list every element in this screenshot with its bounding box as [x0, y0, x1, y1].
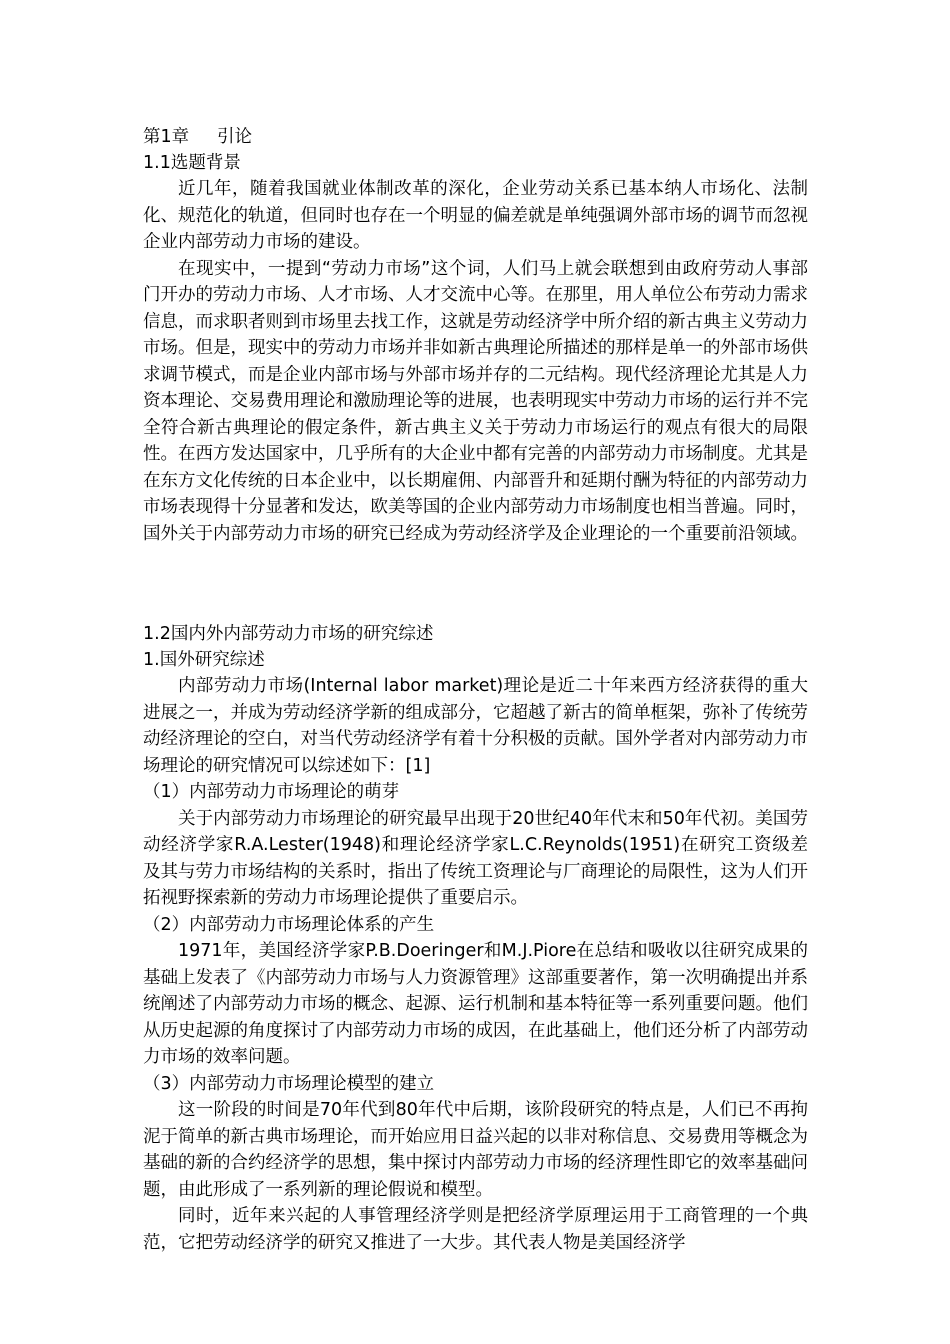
item-heading-2: （2）内部劳动力市场理论体系的产生 — [143, 914, 435, 935]
section-heading-1-1: 1.1选题背景 — [143, 153, 241, 173]
section-1-2-block — [143, 621, 808, 1256]
paragraph-personnel-economics: 同时，近年来兴起的人事管理经济学则是把经济学原理运用于工商管理的一个典范，它把劳动经济学的研究又推进了一大步。其代表人物是美国经济学 — [143, 1206, 808, 1253]
paragraph-background-2: 在现实中，一提到“劳动力市场”这个词，人们马上就会联想到由政府劳动人事部门开办的劳动力市场、人才市场、人才交流中心等。在那里，用人单位公布劳动力需求信息，而求职者则到市场里去找工作，这就是劳动经济学中所介绍的新古典主义劳动力市场。但是，现实中的劳动力市场并非如新古典理论所描述的那样是单一的外部市场供求调节模式，而是企业内部市场与外部市场并存的二元结构。现代经济理论尤其是人力资本理论、交易费用理论和激励理论等的进展，也表明现实中劳动力市场的运行并不完全符合新古典理论的假定条件，新古典主义关于劳动力市场运行的观点有很大的局限性。在西方发达国家中，几乎所有的大企业中都有完善的内部劳动力市场制度。尤其是在东方文化传统的日本企业中，以长期雇佣、内部晋升和延期付酬为特征的内部劳动力市场表现得十分显著和发达，欧美等国的企业内部劳动力市场制度也相当普遍。同时，国外关于内部劳动力市场的研究已经成为劳动经济学及企业理论的一个重要前沿领域。 — [143, 258, 808, 544]
subsection-heading-foreign: 1.国外研究综述 — [143, 650, 265, 670]
item-heading-3: （3）内部劳动力市场理论模型的建立 — [143, 1073, 435, 1094]
paragraph-foreign-intro: 内部劳动力市场(Internal labor market)理论是近二十年来西方经济获得的重大进展之一，并成为劳动经济学新的组成部分，它超越了新古的简单框架，弥补了传统劳动经济理论的空白，对当代劳动经济学有着十分积极的贡献。国外学者对内部劳动力市场理论的研究情况可以综述如下：[1] — [143, 676, 808, 776]
chapter-title: 第1章 引论 — [143, 127, 252, 147]
paragraph-background-1: 近几年，随着我国就业体制改革的深化，企业劳动关系已基本纳人市场化、法制化、规范化的轨道，但同时也存在一个明显的偏差就是单纯强调外部市场的调节而忽视企业内部劳动力市场的建设。 — [143, 179, 808, 252]
section-1-1-block — [143, 124, 808, 547]
item-heading-1: （1）内部劳动力市场理论的萌芽 — [143, 782, 400, 802]
item-paragraph-2: 1971年，美国经济学家P.B.Doeringer和M.J.Piore在总结和吸收以往研究成果的基础上发表了《内部劳动力市场与人力资源管理》这部重要著作，第一次明确提出并系统阐述了内部劳动力市场的概念、起源、运行机制和基本特征等一系列重要问题。他们从历史起源的角度探讨了内部劳动力市场的成因，在此基础上，他们还分析了内部劳动力市场的效率问题。 — [143, 941, 808, 1067]
item-paragraph-1: 关于内部劳动力市场理论的研究最早出现于20世纪40年代末和50年代初。美国劳动经济学家R.A.Lester(1948)和理论经济学家L.C.Reynolds(1951)在研究工资级差及其与劳力市场结构的关系时，指出了传统工资理论与厂商理论的局限性，这为人们开拓视野探索新的劳动力市场理论提供了重要启示。 — [143, 808, 808, 908]
section-heading-1-2: 1.2国内外内部劳动力市场的研究综述 — [143, 624, 434, 644]
item-paragraph-3: 这一阶段的时间是70年代到80年代中后期，该阶段研究的特点是，人们已不再拘泥于简单的新古典市场理论，而开始应用日益兴起的以非对称信息、交易费用等概念为基础的新的合约经济学的思想，集中探讨内部劳动力市场的经济理性即它的效率基础问题，由此形成了一系列新的理论假说和模型。 — [143, 1100, 808, 1200]
